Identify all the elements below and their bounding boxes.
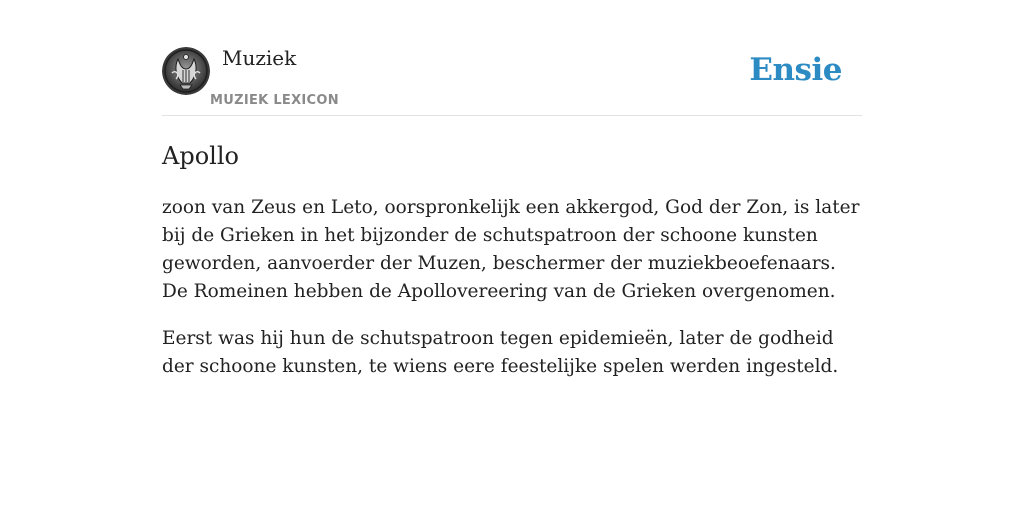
header <box>162 0 862 116</box>
entry-body <box>162 194 862 381</box>
page <box>162 0 862 381</box>
source-subtitle: MUZIEK LEXICON <box>210 93 339 108</box>
entry-paragraph: Eerst was hij hun de schutspatroon tegen epidemieën, later de godheid der schoone kunsten, te wiens eere feestelijke spelen werden ingesteld. <box>162 328 839 377</box>
source-name-link[interactable]: Muziek <box>222 46 297 70</box>
brand-logo-link[interactable]: Ensie <box>749 52 842 88</box>
entry-title: Apollo <box>162 142 239 170</box>
source-logo[interactable] <box>162 47 210 95</box>
lyre-medallion-icon <box>162 47 210 95</box>
entry-paragraph: zoon van Zeus en Leto, oorspronkelijk een akkergod, God der Zon, is later bij de Grieken in het bijzonder de schutspatroon der schoone kunsten geworden, aanvoerder der Muzen, beschermer der muziekbeoefenaars. De Romeinen hebben de Apollovereering van de Grieken overgenomen. <box>162 197 860 302</box>
